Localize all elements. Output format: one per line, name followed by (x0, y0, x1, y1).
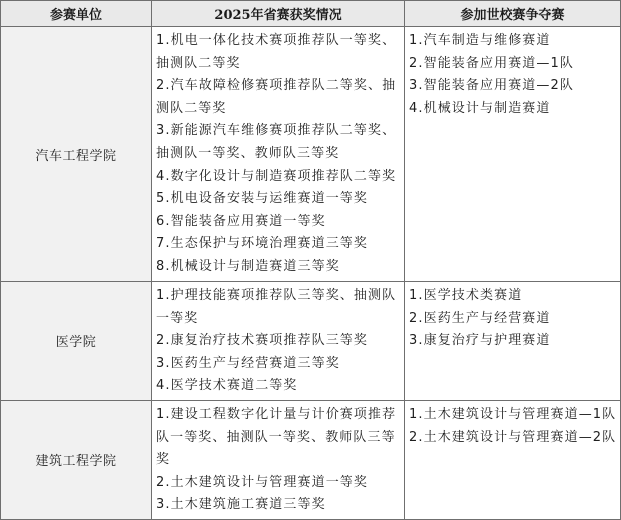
awards-cell (152, 282, 405, 401)
list-item: 5.机电设备安装与运维赛道一等奖 (156, 191, 369, 207)
competition-cell (405, 282, 621, 401)
awards-list (156, 404, 404, 517)
awards-list (156, 30, 404, 279)
competition-list (409, 285, 620, 353)
list-item: 1.汽车制造与维修赛道 (409, 33, 551, 48)
list-item: 2.土木建筑设计与管理赛道一等奖 (156, 474, 369, 490)
competition-cell (405, 27, 621, 282)
table-row (1, 27, 621, 282)
list-item: 8.机械设计与制造赛道三等奖 (156, 258, 340, 274)
list-item: 2.康复治疗技术赛项推荐队三等奖 (156, 333, 369, 349)
header-row (1, 1, 621, 27)
table-row (1, 400, 621, 519)
unit-cell: 建筑工程学院 (1, 400, 152, 519)
list-item: 3.智能装备应用赛道—2队 (409, 78, 574, 94)
awards-cell (152, 27, 405, 282)
list-item: 7.生态保护与环境治理赛道三等奖 (156, 236, 369, 252)
list-item: 4.医学技术赛道二等奖 (156, 378, 298, 394)
header-unit: 参赛单位 (1, 1, 152, 27)
list-item: 2.土木建筑设计与管理赛道—2队 (409, 429, 617, 445)
list-item: 4.机械设计与制造赛道 (409, 100, 551, 116)
table-row (1, 282, 621, 401)
list-item: 1.医学技术类赛道 (409, 288, 523, 303)
list-item: 3.新能源汽车维修赛项推荐队二等奖、抽测队一等奖、教师队三等奖 (156, 123, 397, 161)
header-provincial-awards: 2025年省赛获奖情况 (152, 1, 405, 27)
list-item: 2.汽车故障检修赛项推荐队二等奖、抽测队二等奖 (156, 78, 397, 116)
unit-cell: 汽车工程学院 (1, 27, 152, 282)
list-item: 1.护理技能赛项推荐队三等奖、抽测队一等奖 (156, 288, 397, 326)
competition-cell (405, 400, 621, 519)
list-item: 2.智能装备应用赛道—1队 (409, 55, 574, 71)
list-item: 2.医药生产与经营赛道 (409, 310, 551, 326)
list-item: 3.医药生产与经营赛道三等奖 (156, 355, 340, 371)
competition-list (409, 404, 620, 449)
competition-list (409, 30, 620, 120)
list-item: 1.土木建筑设计与管理赛道—1队 (409, 406, 617, 422)
awards-list (156, 285, 404, 398)
list-item: 3.康复治疗与护理赛道 (409, 333, 551, 349)
awards-cell (152, 400, 405, 519)
list-item: 4.数字化设计与制造赛项推荐队二等奖 (156, 168, 397, 184)
list-item: 3.土木建筑施工赛道三等奖 (156, 497, 326, 513)
list-item: 1.建设工程数字化计量与计价赛项推荐队一等奖、抽测队一等奖、教师队三等奖 (156, 406, 397, 468)
list-item: 1.机电一体化技术赛项推荐队一等奖、抽测队二等奖 (156, 33, 397, 71)
header-world-contest: 参加世校赛争夺赛 (405, 1, 621, 27)
list-item: 6.智能装备应用赛道一等奖 (156, 213, 326, 229)
unit-cell: 医学院 (1, 282, 152, 401)
